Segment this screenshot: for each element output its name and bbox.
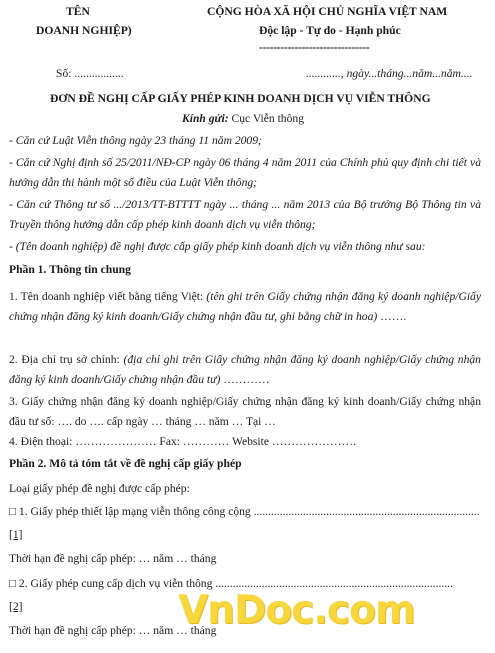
part1-item3: 3. Giấy chứng nhận đăng ký doanh nghiệp/Giấy chứng nhận đăng ký kinh doanh/Giấy chứng nhận đầu tư số: …. do …. cấp ngày … tháng … năm … Tại … xyxy=(9,395,481,428)
license-type-label: Loại giấy phép đề nghị được cấp phép: xyxy=(9,482,190,495)
org-name-line1: TÊN xyxy=(66,5,90,18)
recipient-line xyxy=(182,112,304,125)
national-title: CỘNG HÒA XÃ HỘI CHỦ NGHĨA VIỆT NAM xyxy=(207,5,448,18)
reference-2: [2] xyxy=(9,600,23,613)
part1-heading-text: . Thông tin chung xyxy=(43,263,131,276)
recipient-label: Kính gửi: xyxy=(182,112,229,125)
reference-1: [1] xyxy=(9,528,23,541)
item1-label: 1. Tên doanh nghiệp viết bằng tiếng Việt: xyxy=(9,290,207,303)
national-motto: Độc lập - Tự do - Hạnh phúc xyxy=(259,24,401,37)
recipient-value: Cục Viễn thông xyxy=(231,112,304,125)
item2-label: 2. Địa chỉ trụ sở chính: xyxy=(9,353,124,366)
part1-item4: 4. Điện thoại: ………………… Fax: ………… Website …………………. xyxy=(9,435,356,448)
item2-instruction: (địa chỉ ghi trên Giấy chứng nhận đăng ký doanh nghiệp/Giấy chứng nhận đăng ký kinh doanh/Giấy chứng nhận đầu tư) xyxy=(9,353,481,386)
vndoc-watermark-logo: VnDoc.com xyxy=(178,588,415,633)
part1-item2 xyxy=(9,350,481,390)
duration-network: Thời hạn đề nghị cấp phép: … năm … tháng xyxy=(9,552,217,565)
document-number: Số: ................. xyxy=(56,67,124,80)
place-date: ............, ngày...tháng...năm...năm.... xyxy=(306,67,473,80)
basis-circular: - Căn cứ Thông tư số .../2013/TT-BTTTT ngày ... tháng ... năm 2013 của Bộ trưởng Bộ Thông tin và Truyền thông hướng dẫn cấp phép kinh doanh dịch vụ viễn thông; xyxy=(9,198,481,231)
part2-heading xyxy=(9,457,242,470)
item1-tail: ……. xyxy=(377,310,407,323)
part1-item1 xyxy=(9,287,481,327)
license-option-network: □ 1. Giấy phép thiết lập mạng viễn thông công cộng .............................................................................. xyxy=(9,505,480,518)
org-name-line2: DOANH NGHIỆP) xyxy=(36,24,132,37)
duration-service: Thời hạn đề nghị cấp phép: … năm … tháng xyxy=(9,624,217,637)
part1-heading-number: Phần 1 xyxy=(9,263,44,276)
basis-request: - (Tên doanh nghiệp) đề nghị được cấp giấy phép kinh doanh dịch vụ viễn thông như sau: xyxy=(9,240,426,253)
document-title: ĐƠN ĐỀ NGHỊ CẤP GIẤY PHÉP KINH DOANH DỊCH VỤ VIỄN THÔNG xyxy=(50,92,431,105)
item2-tail: ………… xyxy=(220,373,270,386)
part2-heading-text: . Mô tả tóm tắt về đề nghị cấp giấy phép xyxy=(43,457,242,470)
part2-heading-number: Phần 2 xyxy=(9,457,44,470)
license-option-service: □ 2. Giấy phép cung cấp dịch vụ viễn thông .................................................................................. xyxy=(9,577,453,590)
header-separator: ------------------------------- xyxy=(259,41,370,54)
basis-law: - Căn cứ Luật Viễn thông ngày 23 tháng 11 năm 2009; xyxy=(9,134,262,147)
item1-instruction: (tên ghi trên Giấy chứng nhận đăng ký doanh nghiệp/Giấy chứng nhận đăng ký kinh doanh/Giấy chứng nhận đầu tư, ghi bằng chữ in hoa) xyxy=(9,290,482,323)
part1-heading xyxy=(9,263,131,276)
basis-decree: - Căn cứ Nghị định số 25/2011/NĐ-CP ngày 06 tháng 4 năm 2011 của Chính phủ quy định chi tiết và hướng dẫn thi hành một số điều của Luật Viễn thông; xyxy=(9,156,481,189)
